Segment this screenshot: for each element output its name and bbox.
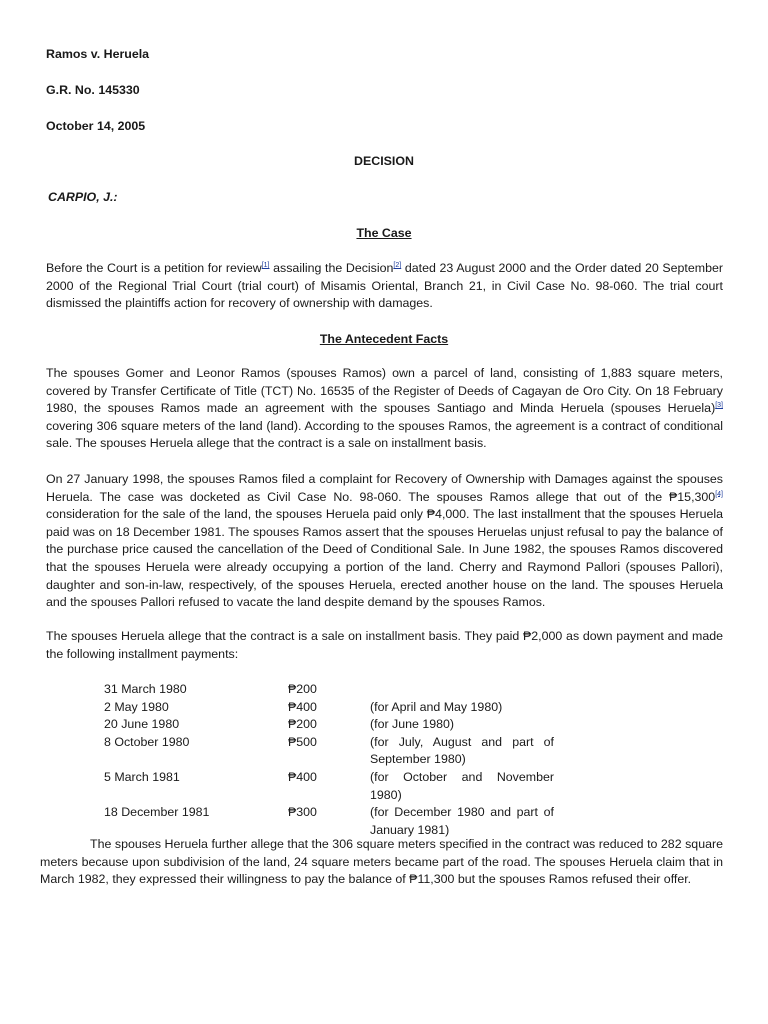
paragraph-4: The spouses Heruela allege that the contract is a sale on installment basis. They paid ₱2,000 as down payment and made the following installment payments: — [46, 629, 723, 661]
case-title: Ramos v. Heruela — [46, 47, 150, 61]
paragraph-3: On 27 January 1998, the spouses Ramos filed a complaint for Recovery of Ownership with Damages against the spouses Heruela. The case was docketed as Civil Case No. 98-060. The spouses Ramos allege that out of the ₱15,300[4] consideration for the sale of the land, the spouses Heruela paid only ₱4,000. The last installment that the spouses Heruela paid was on 18 December 1981. The spouses Ramos assert that the spouses Heruelas unjust refusal to pay the balance of the purchase price caused the cancellation of the Deed of Conditional Sale. In June 1982, the spouses Ramos discovered that the spouses Heruela were already occupying a portion of the land. Cherry and Raymond Pallori (spouses Pallori), daughter and son-in-law, respectively, of the spouses Heruela, erected another house on the land. The spouses Heruela and the spouses Pallori refused to vacate the land despite demand by the spouses Ramos. — [46, 472, 723, 610]
installment-note: (for October and November 1980) — [370, 769, 554, 802]
table-row — [104, 681, 564, 699]
table-row — [104, 734, 564, 769]
paragraph-5: The spouses Heruela further allege that the 306 square meters specified in the contract was reduced to 282 square meters because upon subdivision of the land, 24 square meters became part of the road. The spouses Heruela claim that in March 1982, they expressed their willingness to pay the balance of ₱11,300 but the spouses Ramos refused their offer. — [40, 837, 723, 887]
installment-date: 18 December 1981 — [104, 805, 210, 820]
installment-amount: ₱500 — [288, 734, 317, 749]
installment-amount: ₱200 — [288, 682, 317, 696]
installment-note: (for April and May 1980) — [370, 699, 503, 714]
installment-date: 5 March 1981 — [104, 769, 180, 784]
installment-date: 8 October 1980 — [104, 734, 190, 749]
installment-date: 20 June 1980 — [104, 717, 180, 732]
footnote-link-3[interactable]: [3] — [715, 402, 723, 410]
footnote-link-2[interactable]: [2] — [393, 261, 402, 269]
installment-amount: ₱400 — [288, 769, 317, 784]
paragraph-1: Before the Court is a petition for review[1] assailing the Decision[2] dated 23 August 2000 and the Order dated 20 September 2000 of the Regional Trial Court (trial court) of Misamis Oriental, Branch 21, in Civil Case No. 98-060. The trial court dismissed the plaintiffs action for recovery of ownership with damages. — [46, 261, 723, 311]
table-row — [104, 804, 564, 839]
ponente: CARPIO, J.: — [48, 190, 118, 204]
installment-note — [370, 681, 554, 699]
section-heading-antecedent-facts: The Antecedent Facts — [319, 332, 449, 346]
installment-note: (for July, August and part of September 1980) — [370, 734, 554, 767]
decision-date: October 14, 2005 — [46, 119, 146, 133]
installment-note: (for June 1980) — [370, 717, 455, 732]
installment-note: (for December 1980 and part of January 1981) — [370, 805, 554, 837]
installment-amount: ₱200 — [288, 717, 317, 732]
installment-table — [104, 681, 564, 839]
table-row — [104, 769, 564, 804]
section-heading-the-case: The Case — [356, 226, 412, 240]
installment-date: 31 March 1980 — [104, 682, 187, 696]
table-row — [104, 699, 564, 717]
footnote-link-1[interactable]: [1] — [261, 261, 270, 269]
gr-number: G.R. No. 145330 — [46, 83, 140, 97]
installment-amount: ₱300 — [288, 805, 317, 820]
installment-amount: ₱400 — [288, 699, 317, 714]
decision-heading: DECISION — [354, 154, 414, 168]
paragraph-2: The spouses Gomer and Leonor Ramos (spouses Ramos) own a parcel of land, consisting of 1,883 square meters, covered by Transfer Certificate of Title (TCT) No. 16535 of the Register of Deeds of Cagayan de Oro City. On 18 February 1980, the spouses Ramos made an agreement with the spouses Santiago and Minda Heruela (spouses Heruela)[3] covering 306 square meters of the land (land). According to the spouses Ramos, the agreement is a contract of conditional sale. The spouses Heruela allege that the contract is a sale on installment basis. — [46, 366, 723, 451]
footnote-link-4[interactable]: [4] — [715, 490, 723, 498]
table-row — [104, 716, 564, 734]
installment-date: 2 May 1980 — [104, 699, 169, 714]
